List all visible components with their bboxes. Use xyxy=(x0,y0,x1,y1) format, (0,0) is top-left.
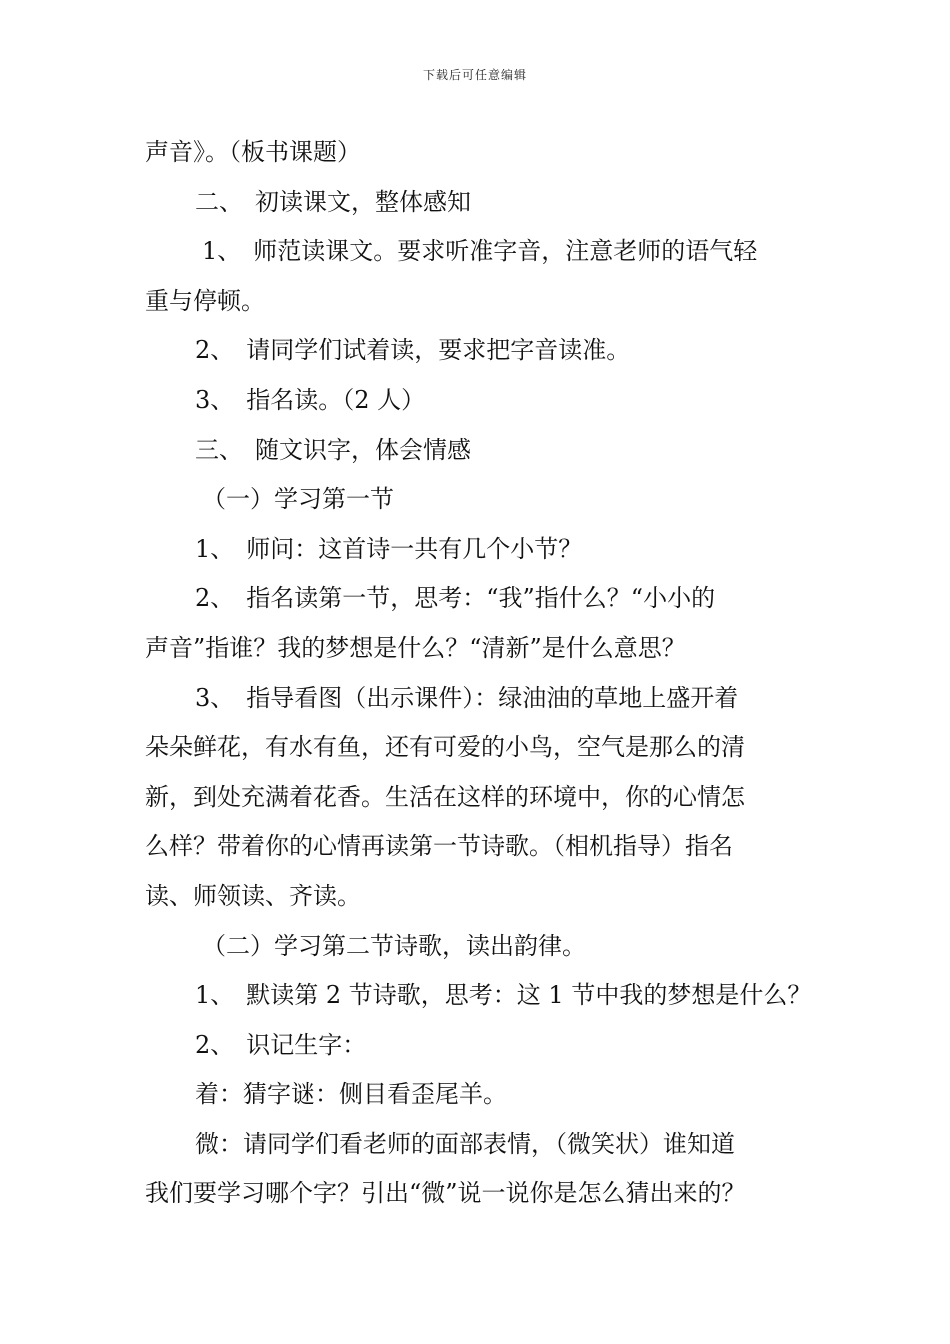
text-line: 我们要学习哪个字？引出“微”说一说你是怎么猜出来的？ xyxy=(145,1179,746,1208)
text-line: 着：猜字谜：侧目看歪尾羊。 xyxy=(195,1080,507,1109)
text-line: 声音”指谁？我的梦想是什么？“清新”是什么意思？ xyxy=(145,633,686,662)
text-line: 1、 师问：这首诗一共有几个小节？ xyxy=(195,534,583,563)
document-body xyxy=(145,128,825,1219)
text-line: 3、 指名读。（2 人） xyxy=(195,385,426,414)
text-line: 新，到处充满着花香。生活在这样的环境中，你的心情怎 xyxy=(145,782,745,811)
section-heading: 二、 初读课文，整体感知 xyxy=(195,187,471,216)
page-header: 下载后可任意编辑 xyxy=(422,68,527,82)
subsection-heading: （一）学习第一节 xyxy=(202,485,394,514)
text-line: 1、 师范读课文。要求听准字音，注意老师的语气轻 xyxy=(202,237,758,266)
text-line: 声音》。（板书课题） xyxy=(145,138,361,166)
text-line: 2、 请同学们试着读，要求把字音读准。 xyxy=(195,336,631,365)
text-line: 3、 指导看图（出示课件）：绿油油的草地上盛开着 xyxy=(195,683,739,712)
text-line: 么样？带着你的心情再读第一节诗歌。（相机指导）指名 xyxy=(145,832,733,861)
text-line: 朵朵鲜花，有水有鱼，还有可爱的小鸟，空气是那么的清 xyxy=(145,733,745,762)
text-line: 读、师领读、齐读。 xyxy=(145,881,361,910)
text-line: 1、 默读第 2 节诗歌，思考：这 1 节中我的梦想是什么？ xyxy=(195,981,812,1010)
subsection-heading: （二）学习第二节诗歌，读出韵律。 xyxy=(202,931,586,960)
text-line: 重与停顿。 xyxy=(145,286,265,315)
text-line: 微：请同学们看老师的面部表情，（微笑状）谁知道 xyxy=(195,1129,735,1158)
text-line: 2、 指名读第一节，思考：“我”指什么？“小小的 xyxy=(195,584,716,613)
section-heading: 三、 随文识字，体会情感 xyxy=(195,435,471,464)
text-line: 2、 识记生字： xyxy=(195,1030,367,1059)
